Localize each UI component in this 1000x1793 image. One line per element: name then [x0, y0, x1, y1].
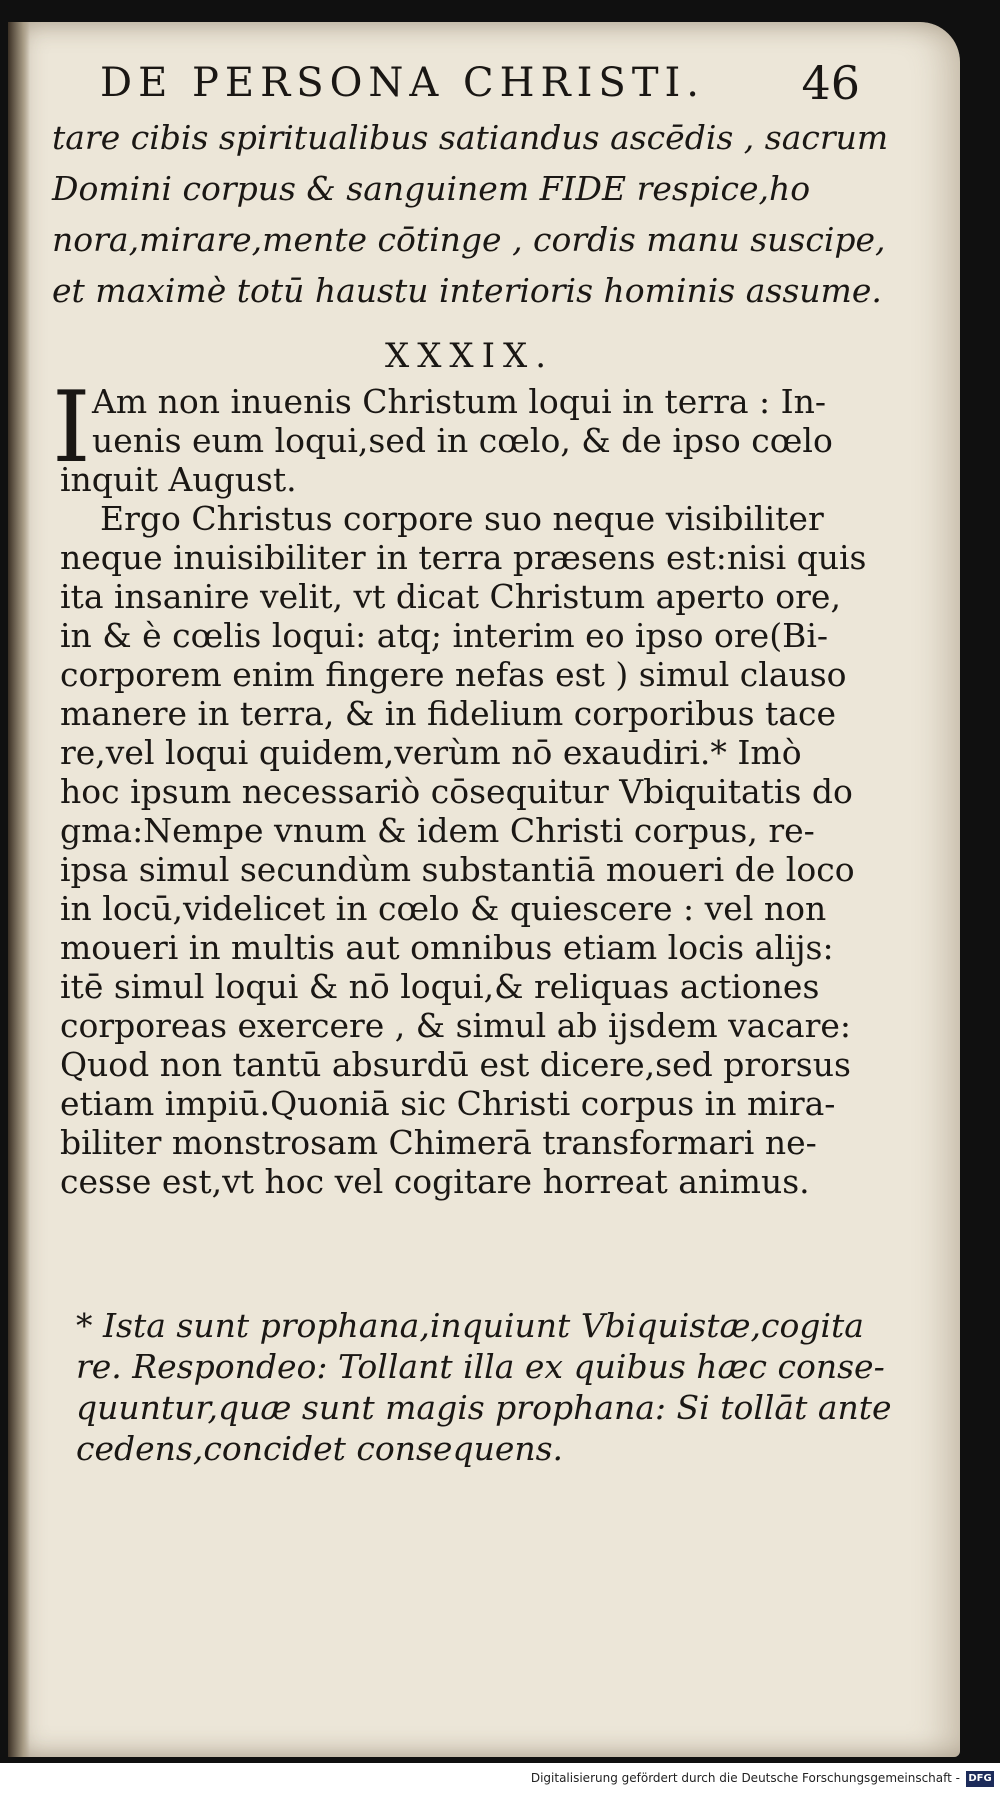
text-line: itē simul loqui & nō loqui,& reliquas actiones	[60, 967, 820, 1006]
footer-bar	[0, 1763, 1000, 1793]
text-line: Ergo Christus corpore suo neque visibiliter	[100, 499, 824, 538]
text-line: ita insanire velit, vt dicat Christum aperto ore,	[60, 577, 841, 616]
digitization-credit: Digitalisierung gefördert durch die Deutsche Forschungsgemeinschaft -	[530, 1771, 960, 1785]
body-text	[60, 382, 867, 1201]
text-line: ipsa simul secundùm substantiā moueri de loco	[60, 850, 855, 889]
page-header	[100, 56, 860, 120]
text-line: inquit August.	[60, 460, 297, 499]
drop-cap: I	[52, 371, 91, 485]
text-line: nora,mirare,mente cōtinge , cordis manu suscipe,	[52, 220, 886, 259]
text-line: hoc ipsum necessariò cōsequitur Vbiquitatis do	[60, 772, 853, 811]
text-line: gma:Nempe vnum & idem Christi corpus, re-	[60, 811, 815, 850]
marginal-note	[76, 1305, 892, 1469]
text-line: re,vel loqui quidem,verùm nō exaudiri.* Imò	[60, 733, 802, 772]
text-line: Domini corpus & sanguinem FIDE respice,ho	[52, 169, 811, 208]
text-line: et maximè totū haustu interioris hominis assume.	[52, 271, 882, 310]
section-heading: XXXIX.	[385, 336, 555, 376]
text-line: uenis eum loqui,sed in cœlo, & de ipso cœlo	[92, 421, 833, 460]
text-line: quuntur,quæ sunt magis prophana: Si tollāt ante	[76, 1388, 892, 1427]
text-line: corporem enim fingere nefas est ) simul clauso	[60, 655, 847, 694]
dfg-logo: DFG	[966, 1771, 994, 1787]
text-line: manere in terra, & in fidelium corporibus tace	[60, 694, 836, 733]
opening-paragraph	[52, 112, 889, 316]
page-gutter	[8, 22, 30, 1757]
text-line: etiam impiū.Quoniā sic Christi corpus in mira-	[60, 1084, 836, 1123]
text-line: corporeas exercere , & simul ab ijsdem vacare:	[60, 1006, 852, 1045]
text-line: in & è cœlis loqui: atq; interim eo ipso ore(Bi-	[60, 616, 829, 655]
text-line: Am non inuenis Christum loqui in terra : In-	[92, 382, 827, 421]
text-line: biliter monstrosam Chimerā transformari ne-	[60, 1123, 817, 1162]
running-title: DE PERSONA CHRISTI.	[100, 60, 706, 106]
text-line: re. Respondeo: Tollant illa ex quibus hæc conse-	[76, 1347, 885, 1386]
text-line: in locū,videlicet in cœlo & quiescere : vel non	[60, 889, 827, 928]
text-line: Quod non tantū absurdū est dicere,sed prorsus	[60, 1045, 851, 1084]
text-line: neque inuisibiliter in terra præsens est:nisi quis	[60, 538, 867, 577]
text-line: moueri in multis aut omnibus etiam locis alijs:	[60, 928, 834, 967]
page-number: 46	[801, 56, 860, 110]
text-line: tare cibis spiritualibus satiandus ascēdis , sacrum	[52, 118, 889, 157]
text-line: cesse est,vt hoc vel cogitare horreat animus.	[60, 1162, 810, 1201]
text-line: * Ista sunt prophana,inquiunt Vbiquistæ,cogita	[76, 1306, 864, 1345]
text-line: cedens,concidet consequens.	[76, 1429, 564, 1468]
